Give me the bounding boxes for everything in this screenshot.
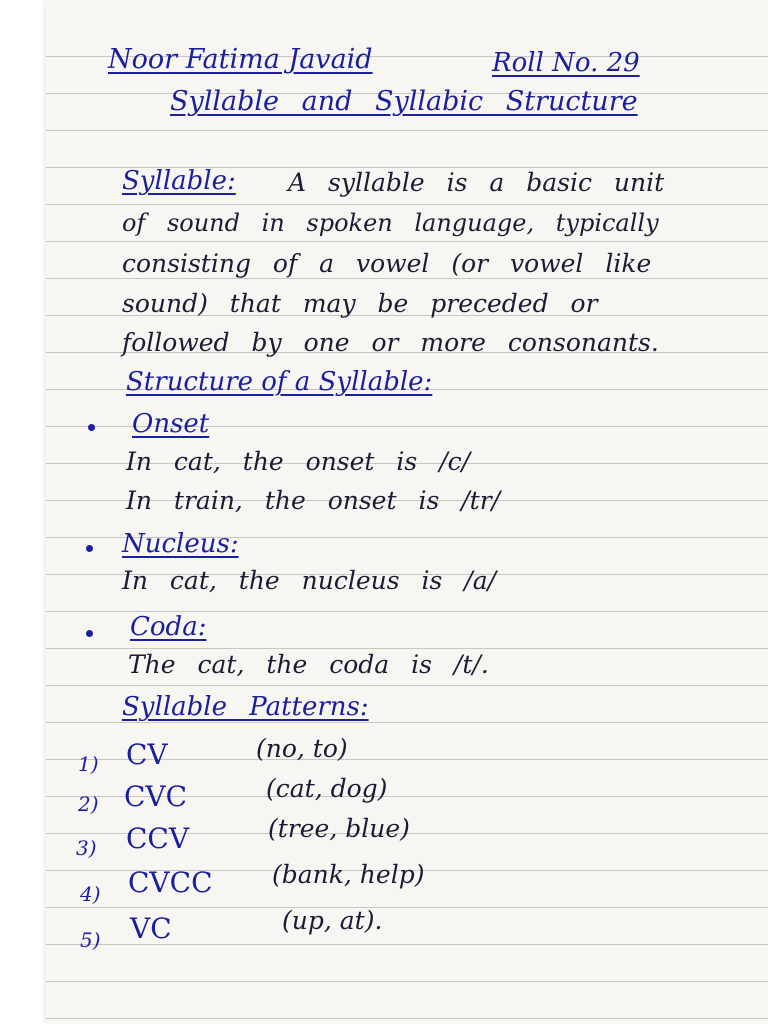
pattern-number: 2) [78,792,99,816]
definition-term: Syllable: [122,166,236,196]
structure-heading: Structure of a Syllable: [126,367,433,397]
pattern-type: CVC [124,780,188,813]
coda-label: Coda: [130,612,207,642]
roll-number: Roll No. 29 [492,48,640,78]
definition-line: followed by one or more consonants. [122,328,659,357]
pattern-number: 3) [76,836,97,860]
pattern-example: (no, to) [256,734,348,763]
pattern-example: (cat, dog) [266,774,388,803]
coda-example: The cat, the coda is /t/. [128,650,489,679]
definition-line: consisting of a vowel (or vowel like [122,249,652,278]
pattern-type: CV [126,738,168,771]
nucleus-label: Nucleus: [122,529,239,559]
onset-label: Onset [132,409,210,439]
definition-line: of sound in spoken language, typically [122,209,659,237]
onset-example: In train, the onset is /tr/ [126,486,501,515]
definition-line: sound) that may be preceded or [122,289,598,318]
pattern-number: 5) [80,928,101,952]
page-title: Syllable and Syllabic Structure [170,86,638,117]
pattern-type: CCV [126,822,190,855]
pattern-type: CVCC [128,866,213,899]
pattern-example: (bank, help) [272,860,425,889]
pattern-example: (tree, blue) [268,814,410,843]
definition-line: A syllable is a basic unit [288,168,665,197]
bullet-icon [86,545,93,552]
bullet-icon [88,424,95,431]
pattern-number: 4) [80,882,101,906]
student-name: Noor Fatima Javaid [108,44,373,75]
patterns-heading: Syllable Patterns: [122,692,369,722]
pattern-number: 1) [78,752,99,776]
bullet-icon [86,630,93,637]
onset-example: In cat, the onset is /c/ [126,447,471,476]
pattern-type: VC [130,912,172,945]
nucleus-example: In cat, the nucleus is /a/ [122,566,497,595]
pattern-example: (up, at). [282,906,383,935]
